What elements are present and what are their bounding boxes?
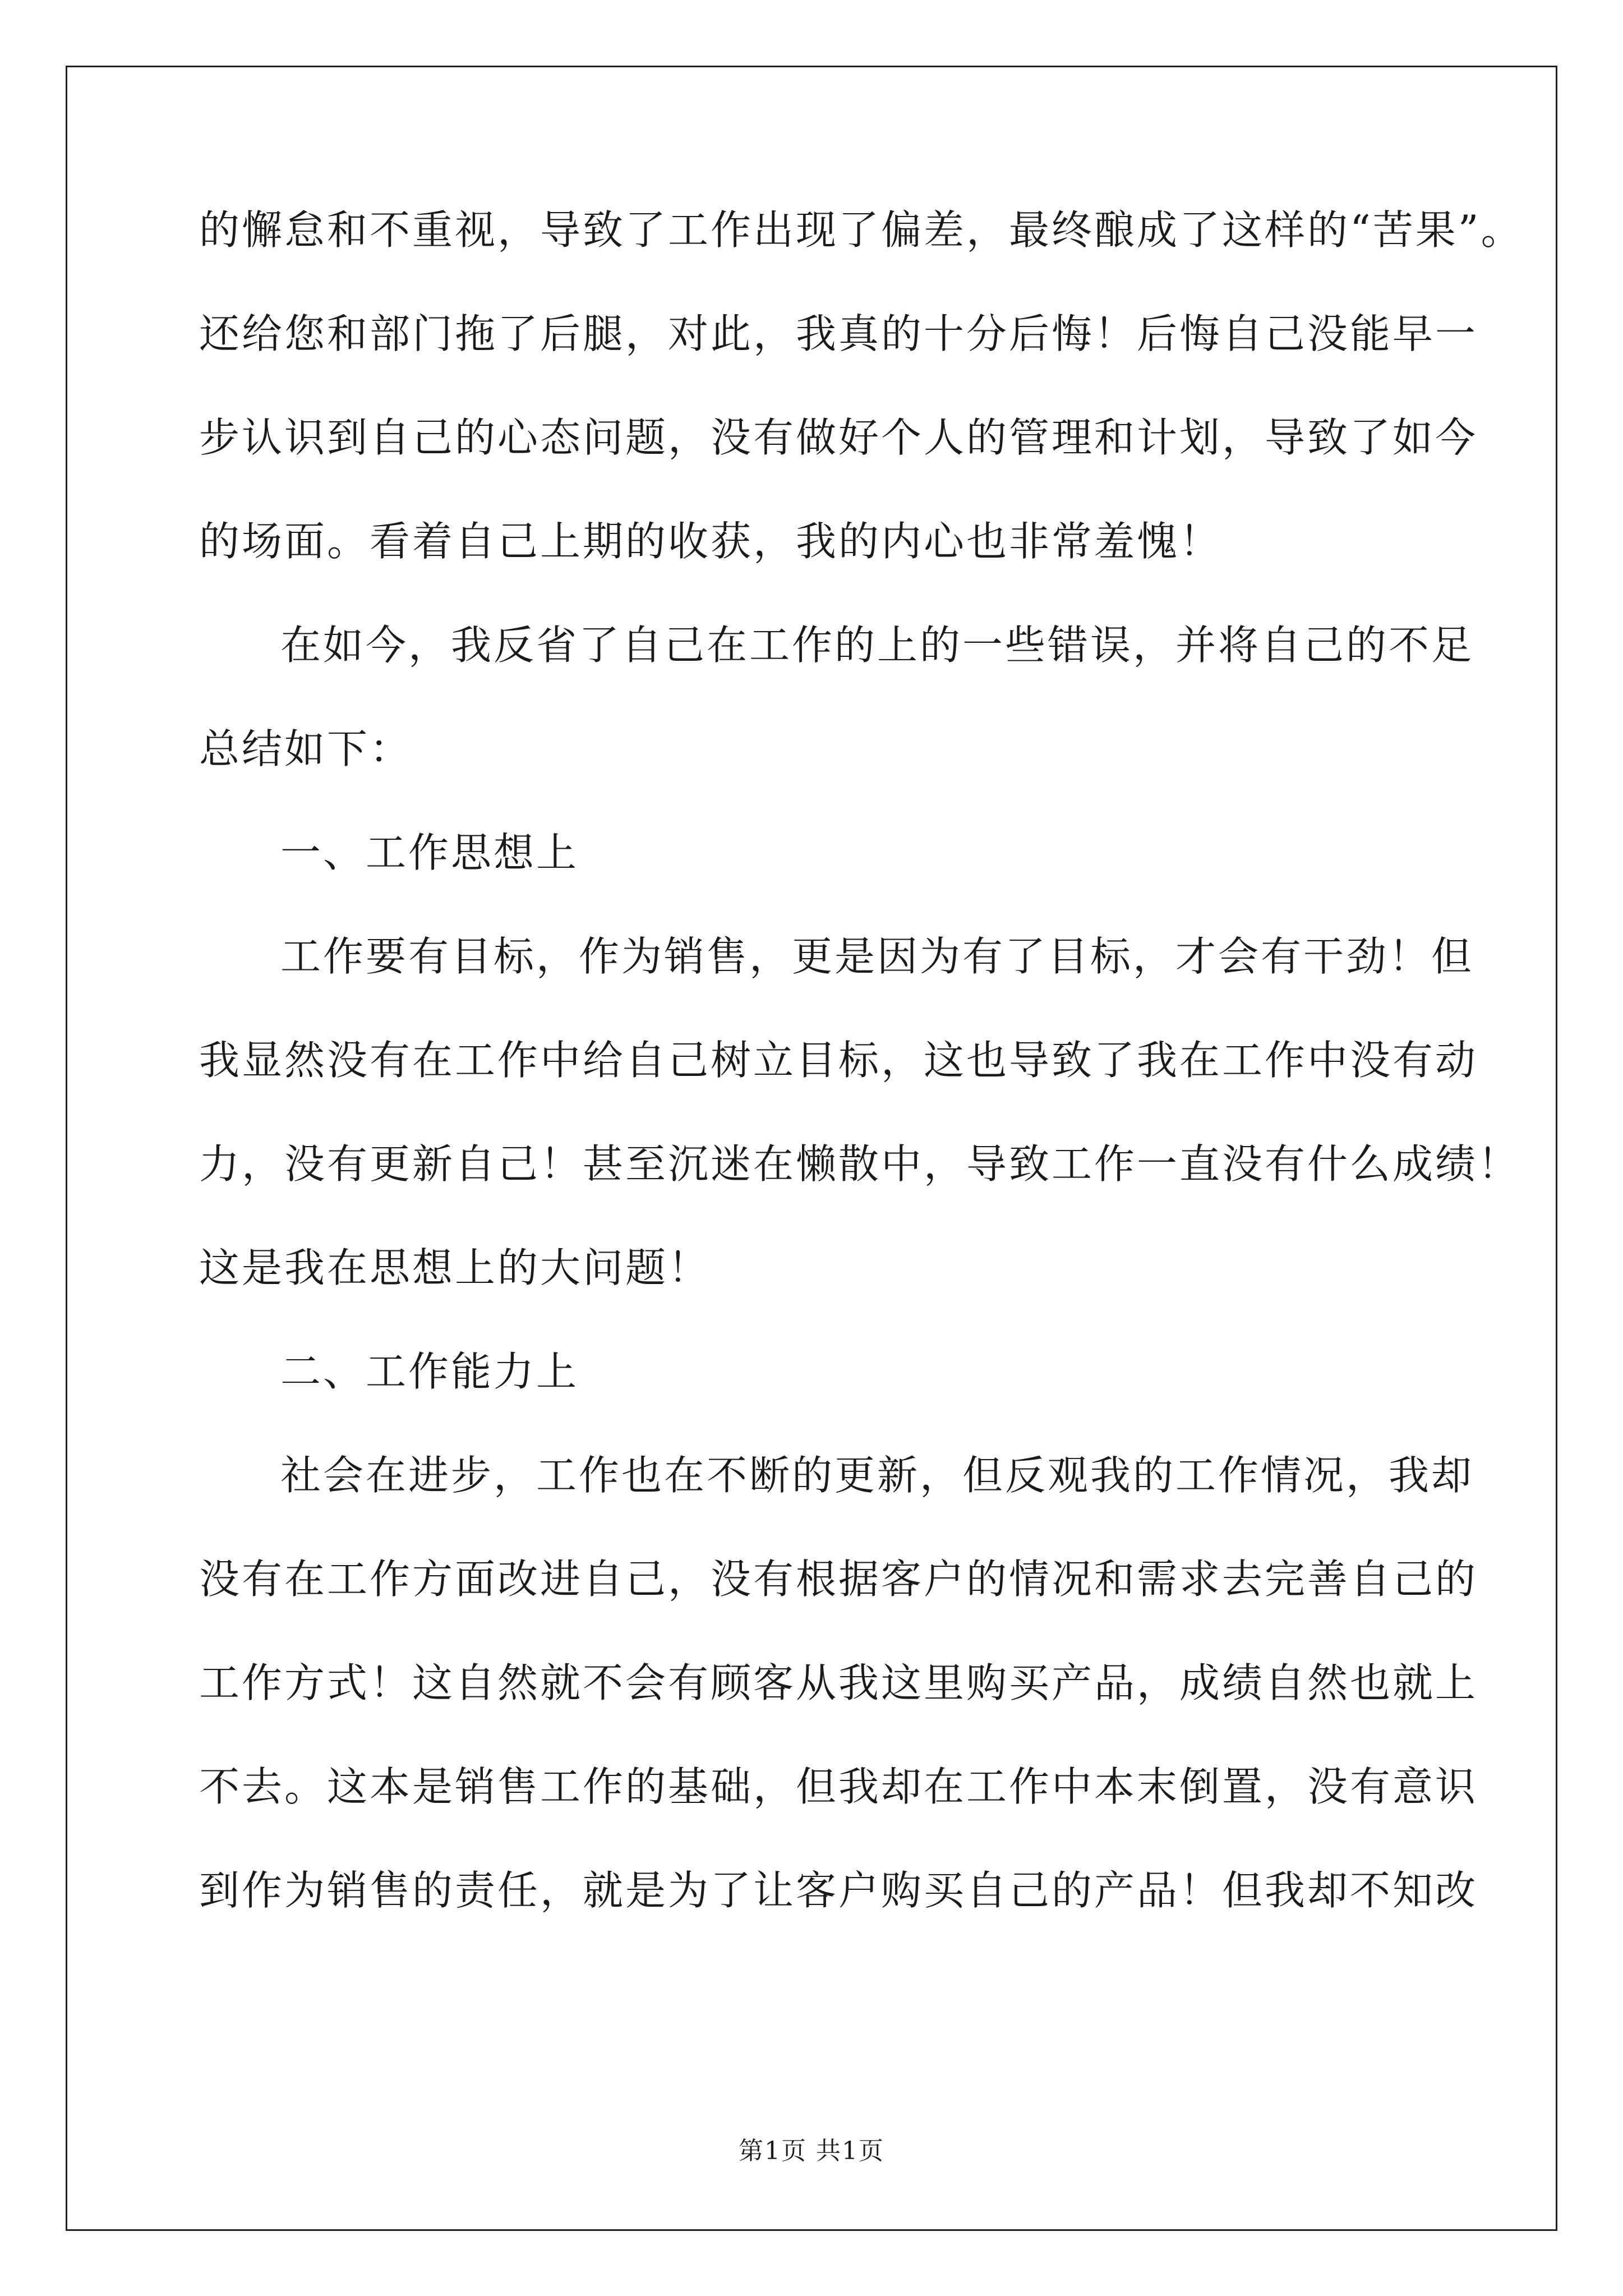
text-line-4: 的场面。看着自己上期的收获，我的内心也非常羞愧！ [199,518,1223,565]
text-line-15: 工作方式！这自然就不会有顾客从我这里购买产品，成绩自然也就上 [199,1659,1478,1706]
section-heading-1: 一、工作思想上 [280,829,579,876]
text-line-13: 社会在进步，工作也在不断的更新，但反观我的工作情况，我却 [280,1452,1474,1499]
text-line-6: 总结如下： [199,725,413,772]
text-line-2: 还给您和部门拖了后腿，对此，我真的十分后悔！后悔自己没能早一 [199,310,1478,357]
text-line-16: 不去。这本是销售工作的基础，但我却在工作中本末倒置，没有意识 [199,1763,1478,1810]
text-line-3: 步认识到自己的心态问题，没有做好个人的管理和计划，导致了如今 [199,414,1478,461]
text-line-9: 我显然没有在工作中给自己树立目标，这也导致了我在工作中没有动 [199,1037,1478,1084]
text-line-5: 在如今，我反省了自己在工作的上的一些错误，并将自己的不足 [280,622,1474,669]
text-line-14: 没有在工作方面改进自己，没有根据客户的情况和需求去完善自己的 [199,1556,1478,1603]
section-heading-2: 二、工作能力上 [280,1348,579,1395]
text-line-11: 这是我在思想上的大问题！ [199,1244,711,1291]
text-line-17: 到作为销售的责任，就是为了让客户购买自己的产品！但我却不知改 [199,1867,1478,1914]
text-line-1: 的懈怠和不重视，导致了工作出现了偏差，最终酿成了这样的“苦果”。 [199,206,1524,254]
text-line-8: 工作要有目标，作为销售，更是因为有了目标，才会有干劲！但 [280,933,1474,980]
page-footer: 第1页 共1页 [739,2137,884,2165]
text-line-10: 力，没有更新自己！甚至沉迷在懒散中，导致工作一直没有什么成绩！ [199,1140,1521,1188]
